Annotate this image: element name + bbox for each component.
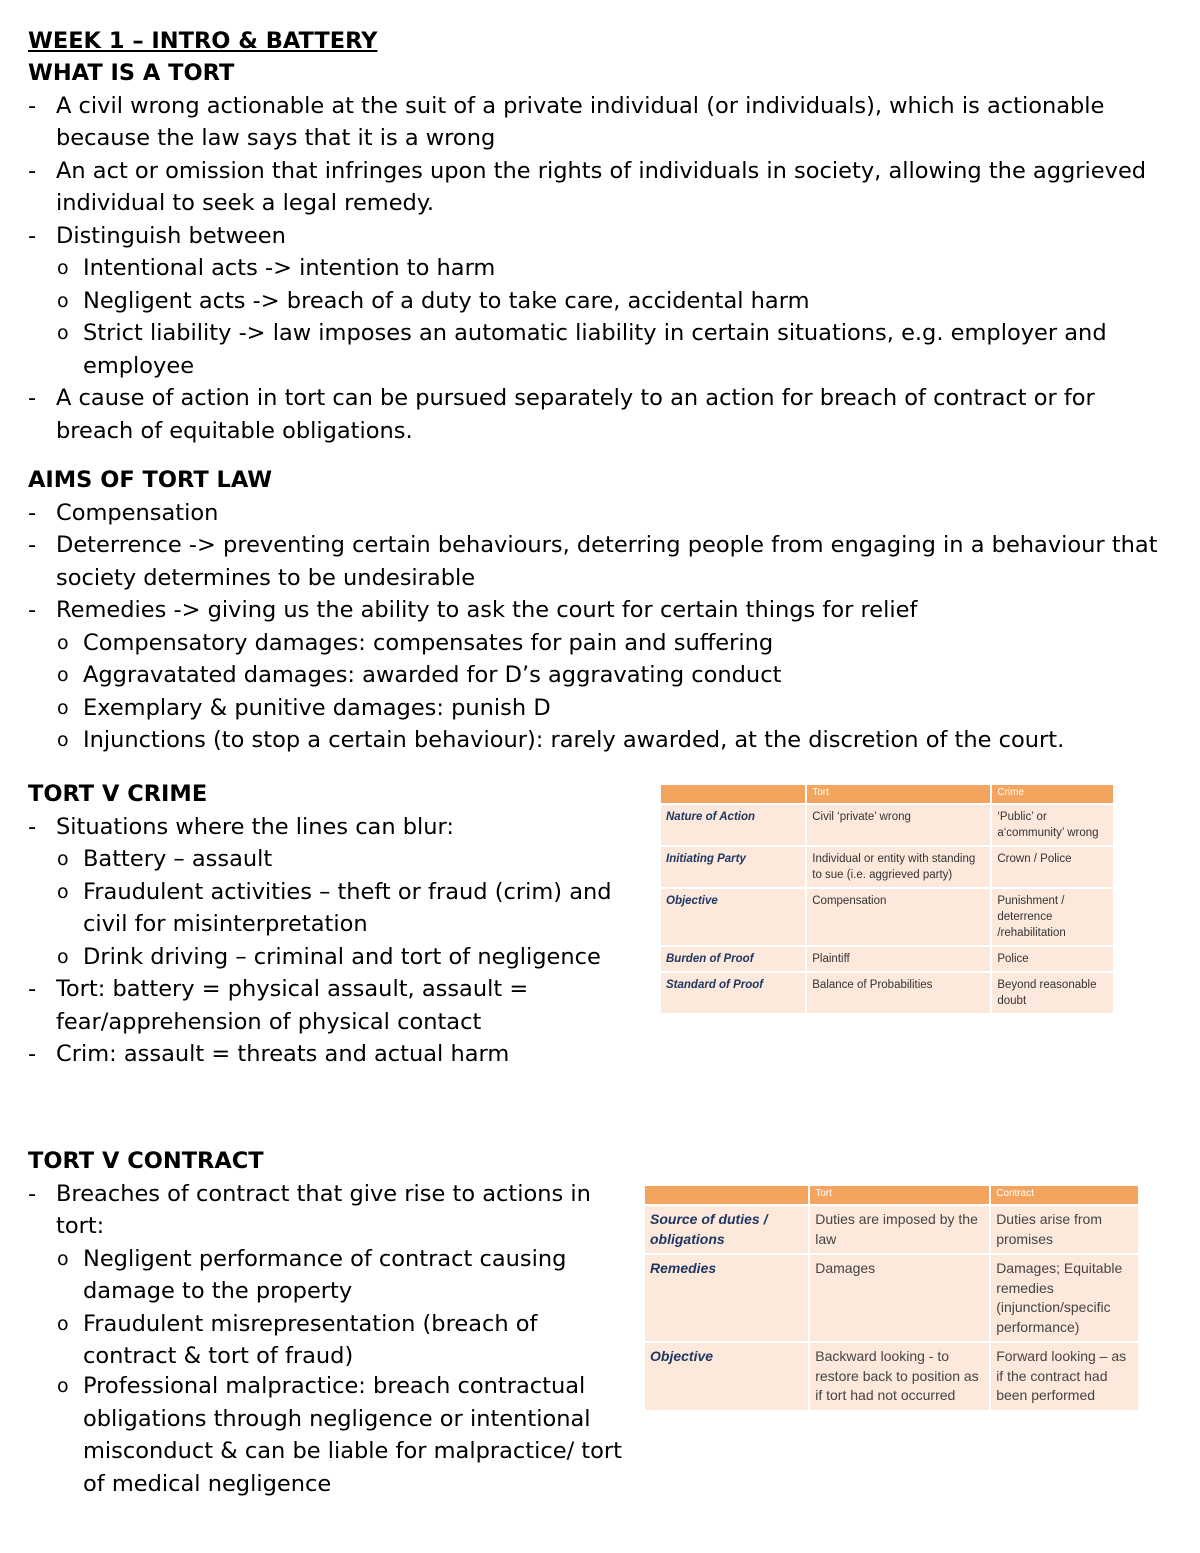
table-header-cell (644, 1185, 809, 1205)
week-title: WEEK 1 – INTRO & BATTERY (28, 28, 378, 54)
list-item: - Situations where the lines can blur: (28, 811, 640, 844)
table-cell: Balance of Probabilities (806, 972, 991, 1014)
sub-list-item: o Compensatory damages: compensates for pain and suffering (28, 627, 1168, 660)
table-cell: Backward looking - to restore back to position as if tort had not occurred (809, 1342, 990, 1411)
table-row (660, 946, 1114, 972)
sub-list-item: o Injunctions (to stop a certain behaviour): rarely awarded, at the discretion of the court. (28, 724, 1168, 757)
sub-list-item (28, 1370, 643, 1500)
table-cell: Police (991, 946, 1114, 972)
table-header-row (644, 1185, 1139, 1205)
table-header-cell: Contract (990, 1185, 1139, 1205)
sub-list-item: o Battery – assault (28, 843, 640, 876)
row-label: Burden of Proof (660, 946, 806, 972)
row-label: Nature of Action (660, 804, 806, 846)
row-label: Remedies (644, 1254, 809, 1342)
row-label: Objective (644, 1342, 809, 1411)
table-header-cell: Crime (991, 784, 1114, 804)
list-item: - Remedies -> giving us the ability to ask the court for certain things for relief (28, 594, 1168, 627)
sub-list-item: o Exemplary & punitive damages: punish D (28, 692, 1168, 725)
malpractice-text: Professional malpractice: breach contractual obligations through negligence or intentional misconduct & can be liable for malpractice/ tort of medical negligence (83, 1373, 622, 1497)
section-heading: TORT V CONTRACT (28, 1148, 264, 1174)
table-cell: ‘Public’ or a‘community’ wrong (991, 804, 1114, 846)
table-cell: Crown / Police (991, 846, 1114, 888)
table-row (660, 846, 1114, 888)
list-item: - A civil wrong actionable at the suit of a private individual (or individuals), which is actionable because the law says that it is a wrong (28, 90, 1168, 155)
bullet-list (28, 497, 1168, 757)
sub-list-item: o Strict liability -> law imposes an automatic liability in certain situations, e.g. employer and employee (28, 317, 1168, 382)
row-label: Objective (660, 888, 806, 946)
list-item: - Breaches of contract that give rise to actions in tort: (28, 1178, 628, 1243)
table-cell: Plaintiff (806, 946, 991, 972)
list-item: - Compensation (28, 497, 1168, 530)
table-row (660, 972, 1114, 1014)
table-row (660, 804, 1114, 846)
section-heading: TORT V CRIME (28, 781, 208, 807)
section-heading: AIMS OF TORT LAW (28, 467, 273, 493)
table-row (644, 1342, 1139, 1411)
table-row (660, 888, 1114, 946)
table-cell: Individual or entity with standing to sue (i.e. aggrieved party) (806, 846, 991, 888)
list-item: - Tort: battery = physical assault, assault = fear/apprehension of physical contact (28, 973, 640, 1038)
table-row (644, 1205, 1139, 1254)
section-heading: WHAT IS A TORT (28, 60, 235, 86)
sub-list-item: o Fraudulent misrepresentation (breach of contract & tort of fraud) (28, 1308, 628, 1373)
sub-list-item: o Drink driving – criminal and tort of negligence (28, 941, 640, 974)
bullet-list (28, 90, 1168, 448)
sub-list-item: o Aggravatated damages: awarded for D’s aggravating conduct (28, 659, 1168, 692)
table-row (644, 1254, 1139, 1342)
sub-list-item: o Negligent acts -> breach of a duty to take care, accidental harm (28, 285, 1168, 318)
table-cell: Beyond reasonable doubt (991, 972, 1114, 1014)
table-cell: Compensation (806, 888, 991, 946)
section-tort-v-contract (28, 1145, 628, 1373)
section-what-is-a-tort (28, 57, 1168, 447)
list-item: - A cause of action in tort can be pursued separately to an action for breach of contract or for breach of equitable obligations. (28, 382, 1168, 447)
sub-list-item: o Intentional acts -> intention to harm (28, 252, 1168, 285)
list-item: - Distinguish between (28, 220, 1168, 253)
tort-vs-contract-table (643, 1184, 1140, 1412)
bullet-list (28, 811, 640, 1071)
section-aims-of-tort-law (28, 464, 1168, 757)
list-item: - Crim: assault = threats and actual harm (28, 1038, 640, 1071)
list-item: - Deterrence -> preventing certain behaviours, deterring people from engaging in a behaviour that society determines to be undesirable (28, 529, 1168, 594)
section-tort-v-crime (28, 778, 640, 1071)
table-header-row (660, 784, 1114, 804)
table-cell: Damages (809, 1254, 990, 1342)
row-label: Source of duties / obligations (644, 1205, 809, 1254)
table-cell: Punishment / deterrence /rehabilitation (991, 888, 1114, 946)
table-cell: Forward looking – as if the contract had been performed (990, 1342, 1139, 1411)
row-label: Standard of Proof (660, 972, 806, 1014)
table-header-cell: Tort (809, 1185, 990, 1205)
list-item: - An act or omission that infringes upon the rights of individuals in society, allowing the aggrieved individual to seek a legal remedy. (28, 155, 1168, 220)
table-cell: Civil ‘private’ wrong (806, 804, 991, 846)
row-label: Initiating Party (660, 846, 806, 888)
table-header-cell (660, 784, 806, 804)
sub-list-item: o Negligent performance of contract causing damage to the property (28, 1243, 628, 1308)
table-cell: Damages; Equitable remedies (injunction/specific performance) (990, 1254, 1139, 1342)
tort-vs-crime-table (659, 783, 1115, 1015)
bullet-list (28, 1178, 628, 1373)
table-header-cell: Tort (806, 784, 991, 804)
table-cell: Duties arise from promises (990, 1205, 1139, 1254)
sub-list-item: o Fraudulent activities – theft or fraud (crim) and civil for misinterpretation (28, 876, 640, 941)
table-cell: Duties are imposed by the law (809, 1205, 990, 1254)
